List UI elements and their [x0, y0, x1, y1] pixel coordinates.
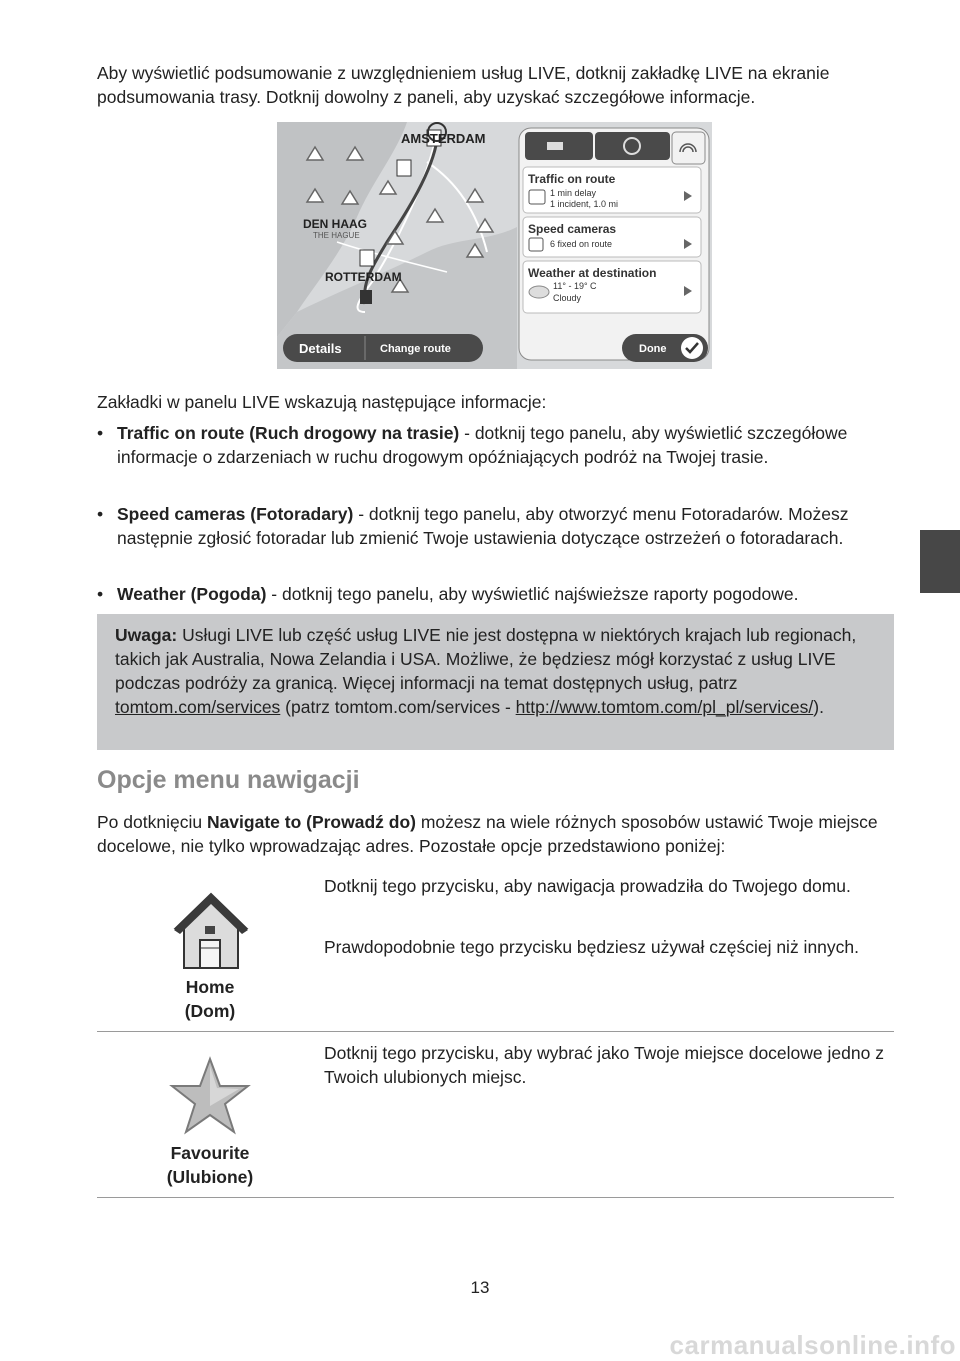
- panel-speed-cameras[interactable]: [523, 217, 701, 257]
- bullet-weather-title: Weather (Pogoda): [117, 584, 267, 604]
- live-tabs-caption: Zakładki w panelu LIVE wskazują następujące informacje:: [97, 392, 547, 412]
- panel-traffic-line2: 1 incident, 1.0 mi: [550, 199, 619, 209]
- bullet-traffic-text: - dotknij tego panelu, aby wyświetlić szczegółowe informacje o zdarzeniach w ruchu drogowym opóźniających podróż na Twojej trasie.: [117, 423, 848, 467]
- map-label-rotterdam: ROTTERDAM: [325, 270, 402, 284]
- divider: [97, 1031, 894, 1032]
- home-description: Dotknij tego przycisku, aby nawigacja prowadziła do Twojego domu.: [324, 876, 851, 896]
- bullet-traffic: • Traffic on route (Ruch drogowy na trasie) - dotknij tego panelu, aby wyświetlić szczegółowe informacje o zdarzeniach w ruchu drogowym opóźniających podróż na Twojej trasie.: [97, 423, 848, 467]
- panel-traffic-title: Traffic on route: [528, 172, 616, 186]
- navigate-intro-suffix: możesz na wiele różnych sposobów ustawić Twoje miejsce docelowe, nie tylko wprowadzając adres. Pozostałe opcje przedstawiono poniżej:: [97, 812, 878, 856]
- tab-live[interactable]: [672, 132, 705, 164]
- note-text-1: Usługi LIVE lub część usług LIVE nie jest dostępna w niektórych krajach lub regionach, takich jak Australia, Nowa Zelandia i USA. Możliwe, że będziesz mógł korzystać z usług LIVE podczas podróży za granicą. Więcej informacji na temat dostępnych usług, patrz: [115, 625, 857, 693]
- bullet-weather-text: - dotknij tego panelu, aby wyświetlić najświeższe raporty pogodowe.: [266, 584, 799, 604]
- note-text-2: (patrz tomtom.com/services -: [280, 697, 516, 717]
- live-summary-screenshot: [277, 122, 712, 369]
- bullet-speed-cameras: • Speed cameras (Fotoradary) - dotknij tego panelu, aby otworzyć menu Fotoradarów. Możesz następnie zgłosić fotoradar lub zmienić Twoje ustawienia dotyczące ostrzeżeń o fotoradarach.: [97, 504, 849, 548]
- navigate-intro: [97, 810, 897, 858]
- note-text-3: ).: [813, 697, 824, 717]
- panel-traffic-on-route[interactable]: [523, 167, 701, 213]
- details-button[interactable]: Details: [299, 341, 342, 356]
- car-icon: [529, 190, 545, 204]
- done-button-label: Done: [639, 343, 667, 355]
- navigate-intro-prefix: Po dotknięciu: [97, 812, 207, 832]
- house-icon[interactable]: [172, 890, 250, 972]
- note-box: [97, 614, 894, 750]
- section-heading: Opcje menu nawigacji: [97, 766, 360, 794]
- panel-weather[interactable]: [523, 261, 701, 313]
- page-number: 13: [470, 1278, 490, 1297]
- favourite-label: Favourite (Ulubione): [166, 1143, 254, 1187]
- map-label-den-haag: DEN HAAG: [303, 217, 368, 231]
- map-label-the-hague: THE HAGUE: [313, 231, 360, 240]
- home-description-2: Prawdopodobnie tego przycisku będziesz używał częściej niż innych.: [324, 937, 859, 957]
- panel-weather-title: Weather at destination: [528, 266, 657, 280]
- note-label: Uwaga:: [115, 625, 178, 645]
- bullet-traffic-title: Traffic on route (Ruch drogowy na trasie): [117, 423, 460, 443]
- home-label: Home (Dom): [184, 977, 236, 1021]
- change-route-button[interactable]: Change route: [380, 343, 451, 355]
- camera-icon: [529, 238, 543, 251]
- panel-cameras-line1: 6 fixed on route: [550, 239, 613, 249]
- tomtom-pl-services-link[interactable]: http://www.tomtom.com/pl_pl/services/: [515, 697, 814, 717]
- bullet-cameras-title: Speed cameras (Fotoradary): [117, 504, 354, 524]
- map-label-amsterdam: AMSTERDAM: [401, 131, 486, 146]
- tomtom-services-link[interactable]: tomtom.com/services: [115, 697, 281, 717]
- route-map: [277, 122, 712, 369]
- cloud-icon: [529, 286, 549, 298]
- tab-time[interactable]: [595, 132, 670, 160]
- favourite-description: Dotknij tego przycisku, aby wybrać jako Twoje miejsce docelowe jedno z Twoich ulubionych miejsc.: [324, 1043, 884, 1087]
- panel-weather-line1: 11° - 19° C: [553, 281, 597, 291]
- chapter-tab: [920, 530, 960, 593]
- intro-paragraph: Aby wyświetlić podsumowanie z uwzględnieniem usług LIVE, dotknij zakładkę LIVE na ekranie podsumowania trasy. Dotknij dowolny z paneli, aby uzyskać szczegółowe informacje.: [97, 63, 830, 107]
- panel-cameras-title: Speed cameras: [528, 222, 617, 236]
- star-icon[interactable]: [169, 1056, 251, 1136]
- panel-weather-line2: Cloudy: [553, 293, 582, 303]
- navigate-to-label: Navigate to (Prowadź do): [206, 812, 416, 832]
- watermark: carmanualsonline.info: [669, 1330, 956, 1360]
- divider: [97, 1197, 894, 1198]
- panel-traffic-line1: 1 min delay: [550, 188, 597, 198]
- bullet-cameras-text: - dotknij tego panelu, aby otworzyć menu Fotoradarów. Możesz następnie zgłosić fotoradar lub zmienić Twoje ustawienia dotyczące ostrzeżeń o fotoradarach.: [117, 504, 849, 548]
- bullet-weather: • Weather (Pogoda) - dotknij tego panelu, aby wyświetlić najświeższe raporty pogodowe.: [97, 584, 799, 604]
